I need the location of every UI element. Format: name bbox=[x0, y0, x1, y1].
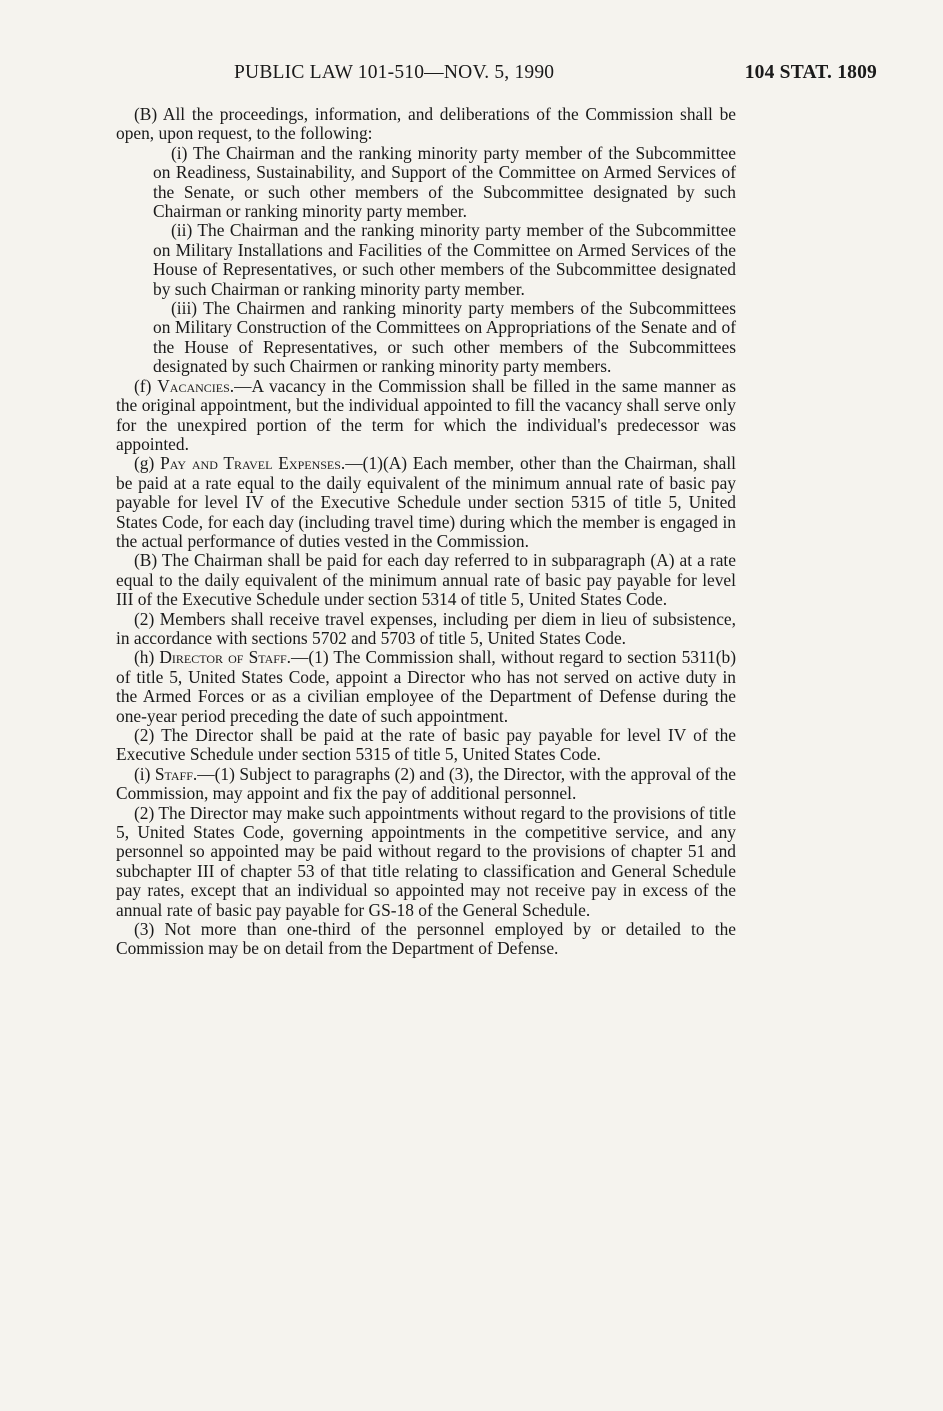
section-i-staff: (i) Staff.—(1) Subject to paragraphs (2) and (3), the Director, with the approval of the Commission, may appoint and fix the pay of additional personnel. bbox=[116, 763, 736, 804]
page-header bbox=[0, 62, 943, 90]
statute-page-reference: 104 STAT. 1809 bbox=[744, 62, 877, 83]
section-f-vacancies: (f) Vacancies.—A vacancy in the Commission shall be filled in the same manner as the original appointment, but the individual appointed to fill the vacancy shall serve only for the unexpired portion of the term for which the individual's predecessor was appointed. bbox=[116, 375, 736, 454]
paragraph-i-2-appointments: (2) The Director may make such appointments without regard to the provisions of title 5, United States Code, governing appointments in the competitive service, and any personnel so appointed may be paid without regard to the provisions of chapter 51 and subchapter III of chapter 53 of that title relating to classification and General Schedule pay rates, except that an individual so appointed may not receive pay in excess of the annual rate of basic pay payable for GS-18 of the General Schedule. bbox=[116, 802, 736, 920]
paragraph-i-3-detail-limit: (3) Not more than one-third of the personnel employed by or detailed to the Commission may be on detail from the Department of Defense. bbox=[116, 919, 736, 959]
paragraph-iii-appropriations-subcommittees: (iii) The Chairmen and ranking minority party members of the Subcommittees on Military Construction of the Committees on Appropriations of the Senate and of the House of Representatives, or such other members of the Subcommittees designated by such Chairmen or ranking minority party members. bbox=[153, 298, 736, 377]
section-h-director-of-staff: (h) Director of Staff.—(1) The Commission shall, without regard to section 5311(b) of title 5, United States Code, appoint a Director who has not served on active duty in the Armed Forces or as a civilian employee of the Department of Defense during the one-year period preceding the date of such appointment. bbox=[116, 647, 736, 726]
paragraph-g-1-b-chairman-pay: (B) The Chairman shall be paid for each day referred to in subparagraph (A) at a rate equal to the daily equivalent of the minimum annual rate of basic pay payable for level III of the Executive Schedule under section 5314 of title 5, United States Code. bbox=[116, 550, 736, 610]
paragraph-h-2-director-pay: (2) The Director shall be paid at the rate of basic pay payable for level IV of the Executive Schedule under section 5315 of title 5, United States Code. bbox=[116, 725, 736, 765]
section-heading: Director of Staff bbox=[159, 647, 287, 668]
section-heading: Staff bbox=[154, 763, 193, 784]
paragraph-b-open-proceedings: (B) All the proceedings, information, and deliberations of the Commission shall be open, upon request, to the following: bbox=[116, 104, 736, 144]
paragraph-ii-house-subcommittee: (ii) The Chairman and the ranking minority party member of the Subcommittee on Military Installations and Facilities of the Committee on Armed Services of the House of Representatives, or such other members of the Subcommittee designated by such Chairman or ranking minority party member. bbox=[153, 220, 736, 299]
section-heading: Vacancies bbox=[157, 375, 230, 396]
running-title: PUBLIC LAW 101-510—NOV. 5, 1990 bbox=[234, 62, 555, 83]
paragraph-g-2-travel-expenses: (2) Members shall receive travel expenses, including per diem in lieu of subsistence, in accordance with sections 5702 and 5703 of title 5, United States Code. bbox=[116, 608, 736, 648]
section-g-pay-and-travel: (g) Pay and Travel Expenses.—(1)(A) Each member, other than the Chairman, shall be paid at a rate equal to the daily equivalent of the minimum annual rate of basic pay payable for level IV of the Executive Schedule under section 5315 of title 5, United States Code, for each day (including travel time) during which the member is engaged in the actual performance of duties vested in the Commission. bbox=[116, 453, 736, 551]
section-heading: Pay and Travel Expenses bbox=[160, 453, 341, 474]
paragraph-i-senate-subcommittee: (i) The Chairman and the ranking minority party member of the Subcommittee on Readiness, Sustainability, and Support of the Committee on Armed Services of the Senate, or such other members of the Subcommittee designated by such Chairman or ranking minority party member. bbox=[153, 142, 736, 222]
document-body bbox=[116, 105, 736, 959]
